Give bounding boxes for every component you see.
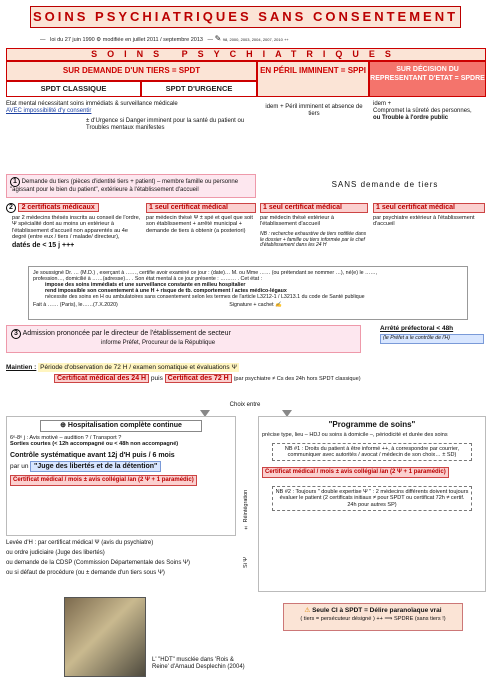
step3-text: Admission prononcée par le directeur de l'établissement de secteur: [22, 330, 231, 337]
arrete-prefectoral: [380, 325, 484, 344]
attest-line2: profession…, domicilié à ……(adresse)… . Son état mental à ce jour présente : ……… . Cet état :: [33, 276, 263, 283]
peril-cert-body: par médecin thésé extérieur à l'établissement d'accueil: [260, 215, 335, 228]
classique-dates: datés de < 15 j +++: [12, 241, 75, 249]
classique-cert-title: 2 certificats médicaux: [18, 203, 99, 212]
sans-demande-tiers: SANS demande de tiers: [331, 180, 439, 189]
step2-urgence: [146, 203, 256, 234]
dash-left: —: [40, 37, 46, 43]
attest-sign: Signature + cachet: [229, 302, 274, 309]
juge-libertes: "Juge des libertés et de la détention": [30, 461, 161, 472]
etat-decision-line2: Compromet la sûreté des personnes,: [373, 107, 472, 114]
film-still-image: [64, 597, 146, 677]
arrete-sub: (le Préfet a le contrôle de l'H): [380, 334, 484, 344]
decision-cert-body: par psychiatre extérieur à l'établissement d'accueil: [373, 215, 475, 228]
hospit-title-text: Hospitalisation complète continue: [67, 422, 182, 429]
hospit-par: par un: [10, 462, 29, 470]
hospit-complete-box: [6, 416, 236, 536]
levee-l4: ou si défaut de procédure (ou ± demande d'un tiers sous Ψ): [6, 569, 165, 576]
attest-bullet3: nécessite des soins en H ou ambulatoires sans consentement selon les termes de l'article L3212-1 / L3213.1 du code de Santé publique: [45, 294, 365, 301]
step2-number: 2: [6, 203, 16, 213]
step1-number: 1: [10, 177, 20, 187]
attest-line1: Je soussigné Dr. … (M.D.) , exerçant à ……, certifie avoir examiné ce jour : (date)… M. ou Mme …… (ou prétendant se nommer …), né(e) le ……,: [33, 270, 378, 276]
header-decision-etat: SUR DÉCISION DU REPRESENTANT D'ETAT = SPDRE: [369, 61, 486, 97]
maintien-line1: Période d'observation de 72 H / examen somatique et évaluations Ψ: [40, 364, 237, 371]
header-demande-tiers: SUR DEMANDE D'UN TIERS = SPDT: [6, 61, 257, 81]
step2-classique: [6, 203, 142, 263]
programme-cert-mois: Certificat médical / mois ± avis collégial /an (2 Ψ + 1 paramédic): [262, 467, 449, 478]
step1-demande-tiers: [6, 174, 256, 198]
etat-mental-block: [6, 101, 256, 167]
levee-block: [6, 540, 236, 592]
header-peril-imminent: EN PÉRIL IMMINENT = SPPI: [257, 61, 369, 97]
attest-bullet1: impose des soins immédiats et une surveillance constante en milieu hospitalier: [45, 282, 246, 289]
subtitle-line: [40, 34, 485, 43]
maintien-label: Maintien :: [6, 364, 37, 371]
etat-decision-line3: ou Trouble à l'ordre public: [373, 114, 449, 121]
maintien-note: (par psychiatre ≠ Cs des 24h hors SPDT classique): [233, 376, 361, 383]
step3-sub: informe Préfet, Procureur de la République: [101, 340, 216, 346]
page-title: SOINS PSYCHIATRIQUES SANS CONSENTEMENT: [30, 6, 461, 28]
programme-title: "Programme de soins": [328, 420, 416, 429]
choix-entre: Choix entre: [229, 402, 261, 408]
hospit-title: [40, 420, 202, 432]
etat-line1: Etat mental nécessitant soins immédiats & surveillance médicale: [6, 101, 178, 107]
soins-psychiatriques-bar: SOINS PSYCHIATRIQUES: [6, 48, 486, 61]
law-date: loi du 27 juin 1990: [50, 37, 95, 43]
levee-l1: Levée d'H : par certificat médical Ψ (avis du psychiatre): [6, 540, 154, 546]
step1-text: Demande du tiers (pièces d'identité tiers + patient) – membre famille ou personne "agissant pour le bien du patient", extérieure à l'établissement d'accueil: [10, 179, 239, 193]
step3-admission: [6, 325, 361, 353]
urgence-cert-title: 1 seul certificat médical: [146, 203, 256, 213]
warning-box: [283, 603, 463, 631]
reintegration-label: ± Réintégration: [243, 489, 249, 530]
header-spdt-classique: SPDT CLASSIQUE: [6, 81, 141, 97]
hospit-cert-mois: Certificat médical / mois ± avis collégial /an (2 Ψ + 1 paramédic): [10, 475, 197, 486]
peril-cert-title: 1 seul certificat médical: [260, 203, 368, 213]
maintien-block: [6, 364, 486, 396]
pen-icon: ✎: [214, 34, 222, 43]
step3-number: 3: [11, 329, 21, 339]
hospital-icon: ⊕: [60, 422, 66, 429]
warning-icon: ⚠: [304, 607, 311, 614]
modification-dates: modifiée en juillet 2011 / septembre 2013: [102, 37, 203, 43]
attest-bullet2: rend impossible son consentement à une H + risque de tb. comportement / actes médico-légaux: [45, 288, 287, 295]
programme-sub: précise type, lieu – HDJ ou soins à domicile –, périodicité et durée des soins: [262, 432, 448, 439]
header-spdt-urgence: SPDT D'URGENCE: [141, 81, 257, 97]
etat-decision-line1: idem +: [373, 101, 392, 107]
film-caption: L' "HDT" musclée dans 'Rois & Reine' d'Arnaud Desplechin (2004): [152, 657, 245, 670]
programme-nb2: NB #2 : Toujours " double expertise Ψ " : 2 médecins différents doivent toujours évaluer le patient (2 certificats initiaux ≠ pour SPDT ou certificat 72h ≠ certif. 24h pour autres SP): [272, 486, 472, 511]
step2-peril: [260, 203, 368, 249]
cert-72h: Certificat des 72 H: [165, 374, 232, 383]
classique-cert-body: par 2 médecins thésés inscrits au conseil de l'ordre, Ψ spécialité dont au moins un extérieur à l'établissement d'accueil non apparentés au 4e degré (entre eux / tiers / malade/ directeur),: [12, 215, 141, 241]
etat-peril: idem + Péril imminent et absence de tiers: [265, 104, 363, 117]
dash-right: —: [207, 37, 214, 43]
etat-decision: [373, 101, 485, 122]
si-psy-label: Si Ψ: [243, 556, 249, 568]
cert-24h: Certificat médical des 24 H: [54, 374, 149, 383]
maintien-puis: puis: [150, 375, 163, 383]
hospit-l2: Sorties courtes (< 12h accompagné ou < 48h non accompagné): [10, 441, 179, 448]
hospit-controle: Contrôle systématique avant 12j d'H puis / 6 mois: [10, 451, 175, 459]
revision-years: 98, 2000, 2003, 2004, 2007, 2010 ++: [222, 37, 289, 42]
signature-icon: ✍: [275, 302, 282, 309]
hospit-l1: 6ᵉ-8ᵉ j : Avis motivé – audition ? / Transport ?: [10, 435, 122, 442]
etat-line2: AVEC impossibilité d'y consentir: [6, 107, 92, 114]
warning-l1: Seule CI à SPDT = Délire paranoïaque vrai: [312, 607, 442, 614]
attestation-box: [28, 266, 468, 320]
levee-l3: ou demande de la CDSP (Commission Départementale des Soins Ψ): [6, 559, 190, 566]
gear-icon: ⚙: [96, 37, 102, 43]
levee-l2: ou ordre judiciaire (Juge des libertés): [6, 549, 105, 556]
decision-cert-title: 1 seul certificat médical: [373, 203, 485, 213]
urgence-cert-body: par médecin thésé Ψ ± spé et quel que soit son établissement + arrêté municipal + demande de tiers à obtenir (a posteriori): [146, 215, 253, 234]
programme-soins-box: [258, 416, 486, 592]
etat-line3: ± d'Urgence si Danger imminent pour la santé du patient ou Troubles mentaux manifestes: [86, 117, 245, 131]
warning-l2: ( tiers = persécuteur désigné ) ++ ⟹ SPDRE (sans tiers !): [300, 616, 446, 623]
arrete-title: Arrêté préfectoral < 48h: [380, 325, 454, 332]
attest-fait: Fait à …… (Paris), le……(7.X.2020): [33, 302, 118, 309]
programme-nb1: NB #1 : Droits du patient à être informé ++, à correspondre par courrier, communiquer avec autorités / avocat / médecin de son choix… ± SD): [272, 443, 472, 462]
peril-nb: NB : recherche exhaustive de tiers notifiée dans le dossier + famille ou tiers informée par le chef d'établissement dans les 24 H: [260, 230, 367, 249]
step2-decision: [373, 203, 485, 228]
